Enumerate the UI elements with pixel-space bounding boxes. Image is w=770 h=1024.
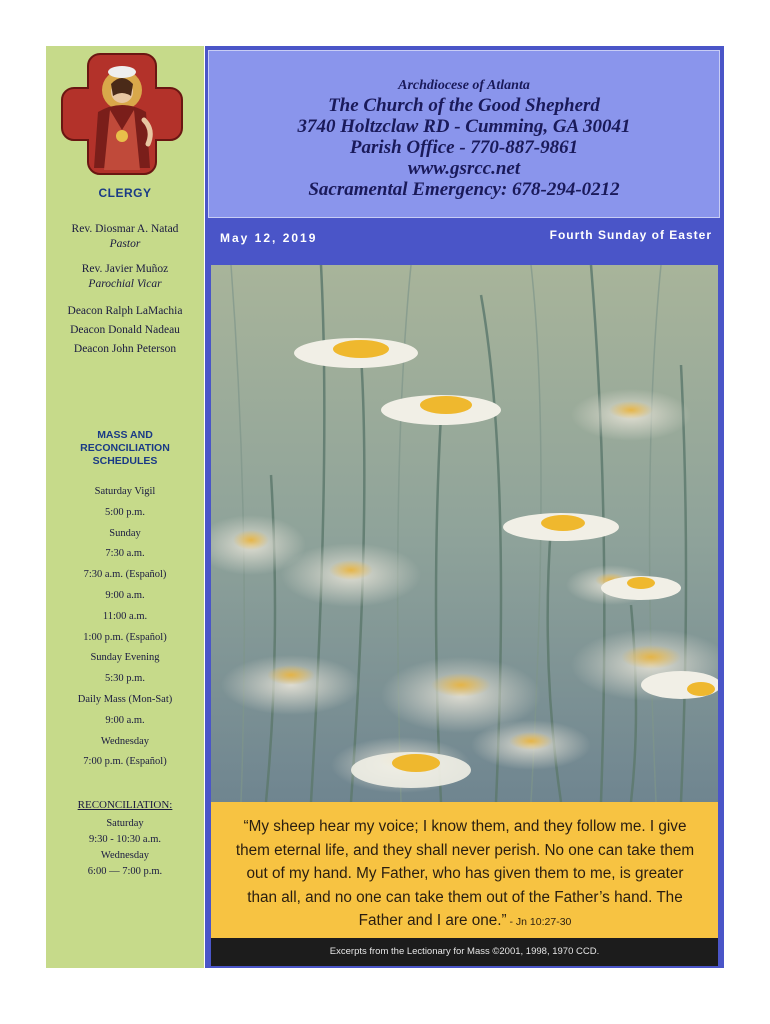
bulletin-date: May 12, 2019 [220,231,318,245]
clergy-list [46,222,204,359]
parish-header [208,50,720,218]
clergy-name: Rev. Javier Muñoz [81,263,169,275]
schedule-line: 11:00 a.m. [102,610,148,622]
schedule-line: Sunday [109,527,141,539]
schedule-line: 7:30 a.m. [105,548,145,560]
liturgical-sunday: Fourth Sunday of Easter [549,228,712,242]
reconciliation-heading: RECONCILIATION: [77,799,173,811]
deacon-name: Deacon Ralph LaMachia [67,305,183,317]
schedule-line: 7:00 p.m. (Español) [83,756,167,768]
schedule-line: 6:00 — 7:00 p.m. [87,866,163,877]
schedule-line: Wednesday [100,735,150,747]
archdiocese-name: Archdiocese of Atlanta [398,78,530,93]
reconciliation-schedule [46,816,204,880]
church-name: The Church of the Good Shepherd [328,95,600,116]
emergency-phone: Sacramental Emergency: 678-294-0212 [308,179,620,200]
daisy-field-illustration [211,265,718,802]
heading-line: MASS AND [97,429,153,441]
good-shepherd-emblem [58,50,186,178]
clergy-item [46,262,204,292]
clergy-role: Pastor [109,238,141,250]
clergy-item [46,222,204,252]
schedule-line: Saturday Vigil [94,486,156,497]
heading-line: RECONCILIATION [80,442,170,454]
daisy-photo [211,265,718,802]
heading-line: SCHEDULES [92,455,158,467]
clergy-name: Rev. Diosmar A. Natad [71,223,179,235]
clergy-heading: CLERGY [98,186,152,200]
deacon-name: Deacon Donald Nadeau [70,324,180,336]
schedule-line: 7:30 a.m. (Español) [83,569,167,581]
schedule-line: 9:30 - 10:30 a.m. [88,834,162,845]
deacon-list [46,302,204,359]
church-address: 3740 Holtzclaw RD - Cumming, GA 30041 [297,116,631,137]
schedule-line: 1:00 p.m. (Español) [83,631,167,643]
lectionary-credit: Excerpts from the Lectionary for Mass ©2001, 1998, 1970 CCD. [329,946,600,957]
mass-schedule [46,482,204,773]
gospel-quote [230,815,700,935]
schedule-line: 9:00 a.m. [105,589,145,601]
schedule-line: 9:00 a.m. [105,714,145,726]
schedule-line: 5:30 p.m. [105,673,145,685]
mass-schedule-heading [46,429,204,468]
clergy-role: Parochial Vicar [88,278,162,290]
quote-reference: - Jn 10:27-30 [506,916,572,928]
schedule-line: Sunday Evening [90,652,160,664]
deacon-name: Deacon John Peterson [73,343,177,355]
parish-office-phone: Parish Office - 770-887-9861 [349,137,579,158]
schedule-line: Daily Mass (Mon-Sat) [77,693,173,705]
quote-text: “My sheep hear my voice; I know them, and they follow me. I give them eternal life, and they shall never perish. No one can take them out of my hand. My Father, who has given them to me, is greater than all, and no one can take them out of the Father’s hand. The Father and I are one.” [235,818,695,929]
schedule-line: Wednesday [100,850,150,861]
schedule-line: 5:00 p.m. [105,506,145,518]
schedule-line: Saturday [106,818,144,829]
website-link[interactable]: www.gsrcc.net [407,158,521,179]
